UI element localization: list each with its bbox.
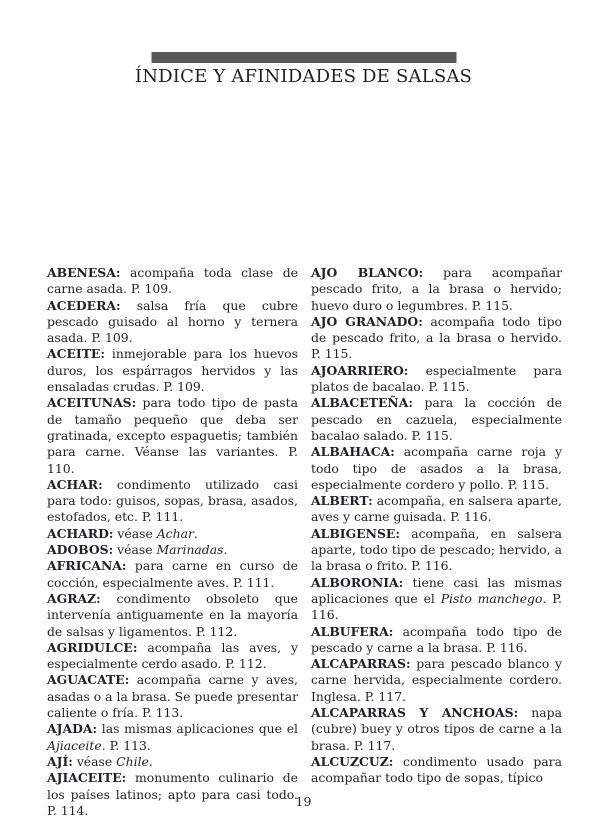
entry-term: AFRICANA: — [47, 558, 127, 574]
entry-term: ALCUZCUZ: — [311, 753, 394, 769]
entry-definition-text: acompaña todo tipo de pescado y carne a la brasa. P. 116. — [311, 623, 562, 655]
entry-definition-text: acompaña toda clase de carne asada. P. 109. — [47, 265, 298, 297]
entry-cross-reference: Achar — [156, 525, 194, 541]
entry-term: AGRAZ: — [47, 590, 101, 606]
entry-definition-text: véase — [76, 753, 117, 769]
entry-definition-text: condimento utilizado casi para todo: guisos, sopas, brasa, asados, estofados, etc. P. 111. — [47, 476, 298, 525]
entry-definition-text: para todo tipo de pasta de tamaño pequeño que deba ser gratinada, excepto espaguetis; también para carne. Véanse las variantes. P. 110. — [47, 395, 298, 476]
entry-term: AJO BLANCO: — [311, 265, 424, 280]
entry-term: AJO GRANADO: — [311, 313, 423, 329]
index-entry — [47, 346, 298, 395]
index-entry — [311, 705, 562, 754]
entry-definition-text: . P. 116. — [311, 590, 562, 623]
entry-term: ALCAPARRAS: — [311, 656, 411, 672]
entry-term: AGUACATE: — [47, 672, 130, 688]
entry-definition-text: acompaña carne roja y todo tipo de asados a la brasa, especialmente cordero y pollo. P. 115. — [311, 444, 562, 492]
entry-term: ACEITE: — [47, 346, 105, 362]
entry-definition-text: véase — [117, 542, 157, 558]
entry-term: ALCAPARRAS Y ANCHOAS: — [311, 705, 519, 721]
page-number: 19 — [295, 794, 312, 809]
entry-definition-text: para carne en curso de cocción, especialmente aves. P. 111. — [47, 558, 298, 590]
index-entry — [47, 298, 298, 347]
index-entry — [311, 656, 562, 705]
entry-definition-text: . — [193, 525, 198, 541]
index-entry — [311, 265, 562, 314]
entry-definition-text: especialmente para platos de bacalao. P. 115. — [311, 362, 562, 395]
entry-cross-reference: Ajiaceite — [47, 737, 102, 753]
index-entry — [47, 265, 298, 298]
entry-definition-text: acompaña, en salsera aparte, aves y carne guisada. P. 116. — [311, 493, 562, 525]
index-entry — [47, 754, 298, 770]
entry-definition-text: acompaña todo tipo de pescado frito, a la brasa o hervido. P. 115. — [311, 313, 562, 362]
entry-term: ACHARD: — [47, 525, 114, 541]
entry-definition-text: acompaña, en salsera aparte, todo tipo de pescado; hervido, a la brasa o frito. P. 116. — [311, 525, 562, 574]
index-column-left — [47, 265, 298, 819]
index-entry — [47, 395, 298, 476]
entry-term: AJADA: — [47, 721, 98, 737]
entry-term: ACEDERA: — [47, 297, 121, 313]
entry-definition-text: condimento usado para acompañar todo tipo de sopas, típico — [311, 753, 562, 786]
entry-definition-text: acompaña carne y aves, asadas o a la brasa. Se puede presentar caliente o fría. P. 113. — [47, 672, 298, 721]
entry-cross-reference: Pisto manchego — [440, 590, 543, 606]
index-entry — [311, 526, 562, 575]
index-entry — [311, 575, 562, 624]
entry-term: ALBACETEÑA: — [311, 395, 413, 411]
entry-term: ALBAHACA: — [311, 444, 395, 460]
index-entry — [311, 624, 562, 657]
entry-definition-text: . P. 113. — [101, 737, 151, 753]
entry-definition-text: napa (cubre) buey y otros tipos de carne a la brasa. P. 117. — [311, 705, 562, 753]
entry-definition-text: para la cocción de pescado en cazuela, especialmente bacalao salado. P. 115. — [311, 395, 562, 443]
entry-definition-text: condimento obsoleto que intervenía antiguamente en la mayoría de salsas y ligamentos. P. 112. — [47, 590, 298, 639]
entry-definition-text: las mismas aplicaciones que el — [101, 721, 298, 737]
title-decorative-bar — [151, 52, 456, 63]
entry-definition-text: monumento culinario de los países latinos; apto para casi todo. P. 114. — [47, 770, 298, 818]
index-entry — [47, 477, 298, 526]
index-entry — [311, 754, 562, 787]
entry-term: ALBORONIA: — [311, 574, 404, 590]
index-entry — [47, 591, 298, 640]
entry-term: AJIACEITE: — [47, 770, 127, 786]
entry-definition-text: para acompañar pescado frito, a la brasa o hervido; huevo duro o legumbres. P. 115. — [311, 265, 562, 313]
index-columns — [47, 265, 562, 819]
entry-term: AJOARRIERO: — [311, 362, 409, 378]
index-entry — [311, 363, 562, 396]
entry-term: ACHAR: — [47, 476, 103, 492]
index-entry — [47, 558, 298, 591]
entry-definition-text: para pescado blanco y carne hervida, especialmente cordero. Inglesa. P. 117. — [311, 656, 562, 704]
entry-term: ACEITUNAS: — [47, 395, 137, 411]
index-column-right — [311, 265, 562, 819]
entry-term: AJÍ: — [47, 753, 73, 769]
entry-term: ALBIGENSE: — [311, 525, 400, 541]
entry-definition-text: inmejorable para los huevos duros, los espárragos hervidos y las ensaladas crudas. P. 109. — [47, 346, 298, 395]
entry-cross-reference: Marinadas — [156, 542, 224, 558]
page-title: ÍNDICE Y AFINIDADES DE SALSAS — [134, 66, 473, 87]
entry-term: ADOBOS: — [47, 542, 114, 558]
index-entry — [47, 640, 298, 673]
index-entry — [47, 526, 298, 542]
entry-definition-text: véase — [117, 525, 157, 541]
index-entry — [47, 672, 298, 721]
index-entry — [311, 493, 562, 526]
entry-term: ALBUFERA: — [311, 623, 394, 639]
entry-definition-text: acompaña las aves, y especialmente cerdo asado. P. 112. — [47, 639, 298, 672]
index-entry — [47, 542, 298, 558]
entry-term: ABENESA: — [47, 265, 121, 280]
entry-definition-text: salsa fría que cubre pescado guisado al horno y ternera asada. P. 109. — [47, 297, 298, 346]
index-entry — [311, 314, 562, 363]
entry-term: AGRIDULCE: — [47, 639, 138, 655]
entry-definition-text: tiene casi las mismas aplicaciones que el — [311, 574, 562, 606]
index-entry — [47, 721, 298, 754]
entry-definition-text: . — [148, 753, 153, 769]
index-entry — [311, 395, 562, 444]
entry-term: ALBERT: — [311, 493, 373, 509]
entry-cross-reference: Chile — [116, 753, 149, 769]
index-entry — [311, 444, 562, 493]
entry-definition-text: . — [223, 542, 228, 558]
